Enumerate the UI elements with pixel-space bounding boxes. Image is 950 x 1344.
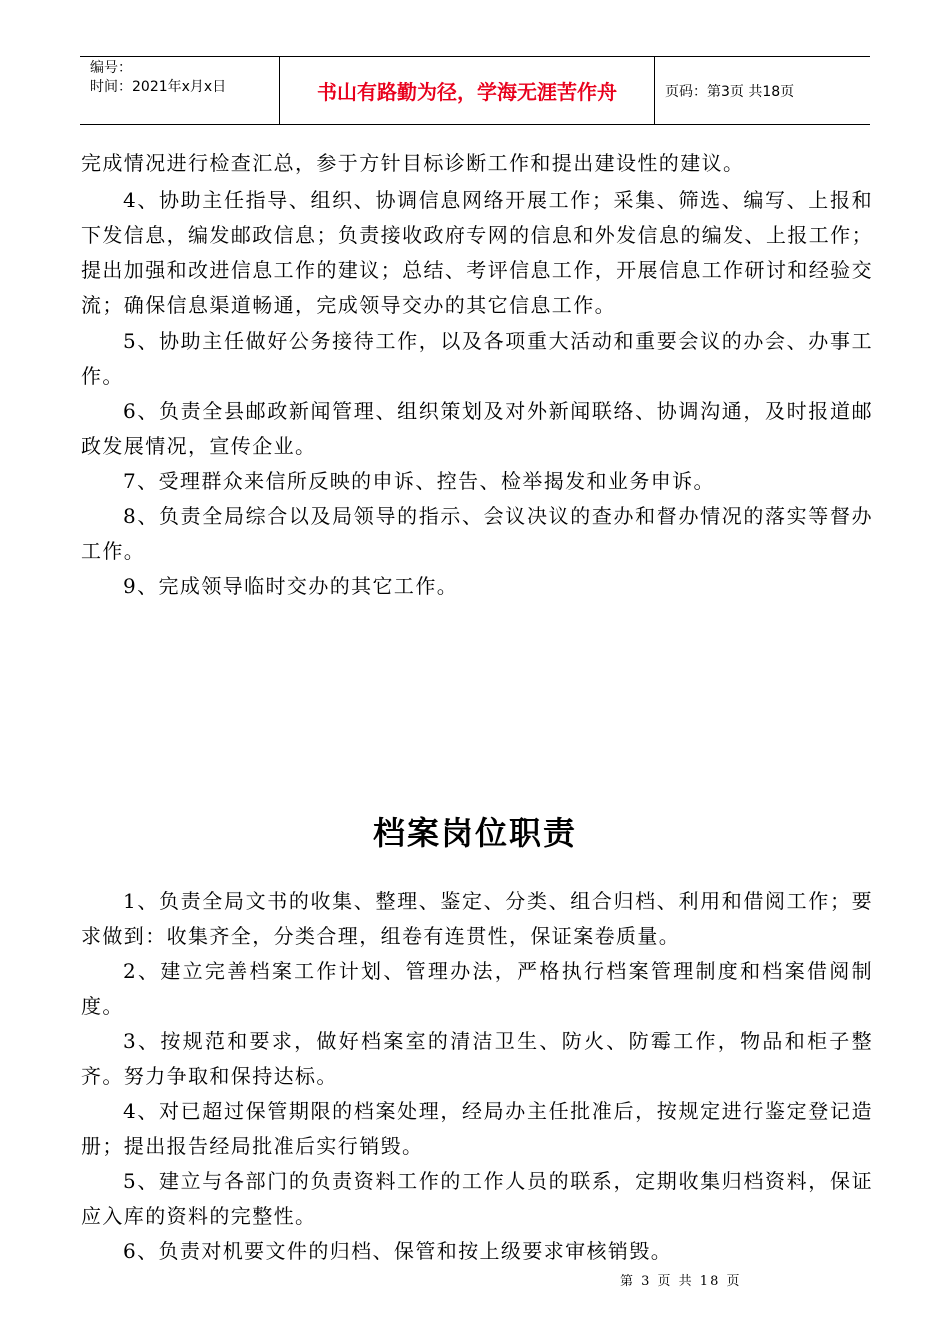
header-meta — [80, 57, 280, 124]
paragraph-item-4: 4、协助主任指导、组织、协调信息网络开展工作；采集、筛选、编写、上报和下发信息，编发邮政信息；负责接收政府专网的信息和外发信息的编发、上报工作；提出加强和改进信息工作的建议；总结、考评信息工作，开展信息工作研讨和经验交流；确保信息渠道畅通，完成领导交办的其它信息工作。 — [81, 188, 873, 317]
archive-duty-6: 6、负责对机要文件的归档、保管和按上级要求审核销毁。 — [123, 1239, 673, 1263]
paragraph-item-9: 9、完成领导临时交办的其它工作。 — [123, 574, 459, 598]
document-date: 时间：2021年x月x日 — [90, 79, 227, 95]
archive-duty-1: 1、负责全局文书的收集、整理、鉴定、分类、组合归档、利用和借阅工作；要求做到：收集齐全，分类合理，组卷有连贯性，保证案卷质量。 — [81, 889, 873, 948]
paragraph-item-5: 5、协助主任做好公务接待工作，以及各项重大活动和重要会议的办会、办事工作。 — [81, 329, 873, 388]
page-header — [80, 56, 870, 125]
paragraph-continuation: 完成情况进行检查汇总，参于方针目标诊断工作和提出建设性的建议。 — [81, 151, 745, 175]
paragraph-item-8: 8、负责全局综合以及局领导的指示、会议决议的查办和督办情况的落实等督办工作。 — [81, 504, 873, 563]
paragraph-item-7: 7、受理群众来信所反映的申诉、控告、检举揭发和业务申诉。 — [123, 469, 715, 493]
page-footer: 第 3 页 共 18 页 — [620, 1274, 742, 1289]
archive-duty-3: 3、按规范和要求，做好档案室的清洁卫生、防火、防霉工作，物品和柜子整齐。努力争取和保持达标。 — [81, 1029, 873, 1088]
header-page-info: 页码：第3页 共18页 — [665, 83, 795, 100]
header-motto: 书山有路勤为径，学海无涯苦作舟 — [280, 57, 655, 124]
document-number-label: 编号： — [90, 60, 132, 76]
archive-duty-5: 5、建立与各部门的负责资料工作的工作人员的联系，定期收集归档资料，保证应入库的资料的完整性。 — [81, 1169, 873, 1228]
section-title: 档案岗位职责 — [372, 814, 577, 852]
archive-duty-2: 2、建立完善档案工作计划、管理办法，严格执行档案管理制度和档案借阅制度。 — [81, 959, 873, 1018]
paragraph-item-6: 6、负责全县邮政新闻管理、组织策划及对外新闻联络、协调沟通，及时报道邮政发展情况，宣传企业。 — [81, 399, 873, 458]
archive-duty-4: 4、对已超过保管期限的档案处理，经局办主任批准后，按规定进行鉴定登记造册；提出报告经局批准后实行销毁。 — [81, 1099, 873, 1158]
